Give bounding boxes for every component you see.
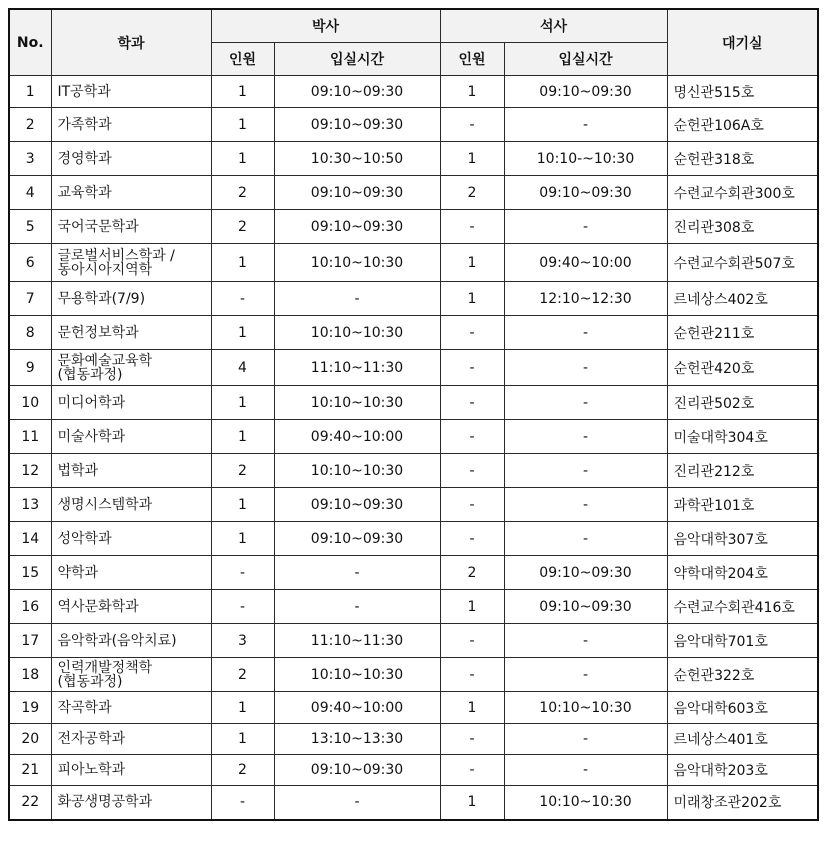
- cell-dept: [51, 244, 211, 282]
- cell-phd-time: -: [274, 282, 440, 316]
- table-row: [9, 142, 818, 176]
- table-row: [9, 488, 818, 522]
- cell-dept: [51, 556, 211, 590]
- dept-name-line: (협동과정): [57, 366, 123, 383]
- cell-no: 19: [9, 692, 51, 724]
- cell-phd-time: -: [274, 590, 440, 624]
- cell-masters-count: 1: [440, 76, 504, 108]
- cell-room: 진리관502호: [667, 386, 818, 420]
- cell-masters-time: -: [504, 316, 667, 350]
- header-masters: 석사: [440, 9, 667, 43]
- cell-dept: [51, 108, 211, 142]
- cell-dept: [51, 76, 211, 108]
- cell-phd-count: 1: [211, 386, 274, 420]
- cell-phd-count: -: [211, 590, 274, 624]
- cell-masters-count: -: [440, 658, 504, 692]
- cell-phd-time: 09:40~10:00: [274, 420, 440, 454]
- table-row: [9, 755, 818, 786]
- table-row: [9, 624, 818, 658]
- cell-dept: [51, 755, 211, 786]
- cell-room: 음악대학307호: [667, 522, 818, 556]
- header-phd-count: 인원: [211, 43, 274, 76]
- cell-room: 음악대학603호: [667, 692, 818, 724]
- dept-name-line: IT공학과: [57, 83, 111, 100]
- cell-masters-time: -: [504, 210, 667, 244]
- cell-phd-count: 1: [211, 142, 274, 176]
- cell-masters-count: -: [440, 755, 504, 786]
- cell-dept: [51, 420, 211, 454]
- cell-phd-count: 2: [211, 176, 274, 210]
- cell-room: 수련교수회관416호: [667, 590, 818, 624]
- cell-phd-count: 1: [211, 692, 274, 724]
- table-row: [9, 556, 818, 590]
- dept-name-line: 법학과: [57, 462, 99, 479]
- cell-masters-count: -: [440, 624, 504, 658]
- cell-phd-count: 2: [211, 658, 274, 692]
- cell-phd-time: 10:10~10:30: [274, 244, 440, 282]
- dept-name-line: 역사문화학과: [57, 598, 139, 615]
- cell-phd-time: 10:30~10:50: [274, 142, 440, 176]
- header-room: 대기실: [667, 9, 818, 76]
- cell-phd-time: 09:10~09:30: [274, 108, 440, 142]
- dept-name-line: 전자공학과: [57, 731, 126, 747]
- cell-no: 1: [9, 76, 51, 108]
- schedule-table-wrapper: [8, 8, 819, 821]
- table-row: [9, 108, 818, 142]
- cell-masters-count: -: [440, 724, 504, 755]
- cell-dept: [51, 210, 211, 244]
- table-row: [9, 244, 818, 282]
- dept-name-line: 경영학과: [57, 150, 112, 167]
- dept-name-line: 미술사학과: [57, 428, 126, 445]
- dept-name-line: 성악학과: [57, 530, 112, 547]
- cell-dept: [51, 142, 211, 176]
- cell-phd-time: 11:10~11:30: [274, 350, 440, 386]
- cell-masters-count: -: [440, 210, 504, 244]
- cell-dept: [51, 176, 211, 210]
- cell-dept: [51, 350, 211, 386]
- cell-room: 진리관308호: [667, 210, 818, 244]
- cell-room: 음악대학203호: [667, 755, 818, 786]
- cell-no: 10: [9, 386, 51, 420]
- cell-room: 약학대학204호: [667, 556, 818, 590]
- cell-dept: [51, 386, 211, 420]
- cell-phd-count: 4: [211, 350, 274, 386]
- cell-room: 르네상스402호: [667, 282, 818, 316]
- cell-masters-count: -: [440, 386, 504, 420]
- cell-phd-count: -: [211, 282, 274, 316]
- dept-name-line: 가족학과: [57, 116, 112, 133]
- cell-phd-count: 1: [211, 420, 274, 454]
- cell-no: 13: [9, 488, 51, 522]
- cell-masters-count: 1: [440, 244, 504, 282]
- cell-room: 음악대학701호: [667, 624, 818, 658]
- dept-name-line: 피아노학과: [57, 762, 126, 778]
- cell-no: 16: [9, 590, 51, 624]
- cell-masters-count: 1: [440, 282, 504, 316]
- table-row: [9, 590, 818, 624]
- dept-name-line: 글로벌서비스학과 /: [57, 247, 175, 264]
- cell-masters-time: -: [504, 724, 667, 755]
- cell-masters-time: 10:10~10:30: [504, 786, 667, 820]
- cell-phd-count: 2: [211, 210, 274, 244]
- cell-masters-time: -: [504, 522, 667, 556]
- cell-phd-time: 10:10~10:30: [274, 316, 440, 350]
- cell-no: 12: [9, 454, 51, 488]
- cell-room: 순헌관211호: [667, 316, 818, 350]
- cell-no: 9: [9, 350, 51, 386]
- dept-name-line: 동아시아지역학: [57, 261, 153, 278]
- cell-no: 14: [9, 522, 51, 556]
- cell-masters-count: -: [440, 420, 504, 454]
- dept-name-line: 미디어학과: [57, 394, 126, 411]
- cell-dept: [51, 724, 211, 755]
- cell-masters-count: 1: [440, 692, 504, 724]
- dept-name-line: 문화예술교육학: [57, 352, 153, 369]
- cell-dept: [51, 692, 211, 724]
- cell-phd-time: 09:10~09:30: [274, 176, 440, 210]
- cell-masters-count: 2: [440, 556, 504, 590]
- cell-no: 18: [9, 658, 51, 692]
- dept-name-line: 화공생명공학과: [57, 794, 153, 811]
- cell-masters-count: -: [440, 522, 504, 556]
- cell-phd-count: -: [211, 786, 274, 820]
- cell-masters-count: -: [440, 350, 504, 386]
- dept-name-line: 무용학과(7/9): [57, 290, 146, 307]
- cell-masters-time: -: [504, 658, 667, 692]
- cell-room: 진리관212호: [667, 454, 818, 488]
- cell-no: 2: [9, 108, 51, 142]
- table-body: [9, 76, 818, 820]
- cell-dept: [51, 488, 211, 522]
- cell-phd-time: 13:10~13:30: [274, 724, 440, 755]
- table-row: [9, 76, 818, 108]
- dept-name-line: 국어국문학과: [57, 218, 139, 235]
- table-row: [9, 724, 818, 755]
- cell-phd-count: 1: [211, 244, 274, 282]
- cell-dept: [51, 282, 211, 316]
- cell-masters-time: 09:10~09:30: [504, 76, 667, 108]
- cell-no: 8: [9, 316, 51, 350]
- cell-masters-time: -: [504, 755, 667, 786]
- cell-room: 미래창조관202호: [667, 786, 818, 820]
- cell-phd-time: 10:10~10:30: [274, 386, 440, 420]
- header-masters-count: 인원: [440, 43, 504, 76]
- cell-phd-count: 1: [211, 76, 274, 108]
- cell-room: 르네상스401호: [667, 724, 818, 755]
- cell-masters-time: 09:40~10:00: [504, 244, 667, 282]
- cell-masters-time: 09:10~09:30: [504, 176, 667, 210]
- cell-phd-count: 1: [211, 316, 274, 350]
- schedule-table: [8, 8, 819, 821]
- cell-phd-count: 3: [211, 624, 274, 658]
- cell-phd-count: 2: [211, 755, 274, 786]
- cell-masters-time: -: [504, 624, 667, 658]
- cell-room: 순헌관322호: [667, 658, 818, 692]
- cell-no: 20: [9, 724, 51, 755]
- table-row: [9, 692, 818, 724]
- dept-name-line: 문헌정보학과: [57, 324, 139, 341]
- table-row: [9, 316, 818, 350]
- cell-room: 순헌관318호: [667, 142, 818, 176]
- cell-phd-time: -: [274, 556, 440, 590]
- table-row: [9, 522, 818, 556]
- dept-name-line: 생명시스템학과: [57, 496, 153, 513]
- cell-masters-time: 09:10~09:30: [504, 590, 667, 624]
- cell-dept: [51, 454, 211, 488]
- cell-phd-time: 10:10~10:30: [274, 454, 440, 488]
- cell-dept: [51, 786, 211, 820]
- cell-no: 11: [9, 420, 51, 454]
- dept-name-line: 작곡학과: [57, 699, 112, 716]
- header-dept: 학과: [51, 9, 211, 76]
- cell-phd-time: 09:10~09:30: [274, 76, 440, 108]
- cell-masters-time: -: [504, 488, 667, 522]
- header-no: No.: [9, 9, 51, 76]
- header-masters-time: 입실시간: [504, 43, 667, 76]
- table-row: [9, 420, 818, 454]
- cell-masters-count: 2: [440, 176, 504, 210]
- cell-phd-time: 10:10~10:30: [274, 658, 440, 692]
- cell-no: 6: [9, 244, 51, 282]
- cell-no: 22: [9, 786, 51, 820]
- dept-name-line: 약학과: [57, 564, 99, 581]
- table-header: [9, 9, 818, 76]
- cell-room: 과학관101호: [667, 488, 818, 522]
- cell-room: 순헌관106A호: [667, 108, 818, 142]
- dept-name-line: 교육학과: [57, 184, 112, 201]
- cell-masters-time: -: [504, 420, 667, 454]
- cell-room: 미술대학304호: [667, 420, 818, 454]
- cell-room: 수련교수회관507호: [667, 244, 818, 282]
- cell-masters-count: 1: [440, 786, 504, 820]
- cell-dept: [51, 624, 211, 658]
- table-row: [9, 210, 818, 244]
- cell-no: 21: [9, 755, 51, 786]
- dept-name-line: (협동과정): [57, 673, 123, 690]
- cell-no: 5: [9, 210, 51, 244]
- header-phd-time: 입실시간: [274, 43, 440, 76]
- table-row: [9, 350, 818, 386]
- table-row: [9, 658, 818, 692]
- table-row: [9, 282, 818, 316]
- cell-dept: [51, 316, 211, 350]
- cell-masters-count: -: [440, 108, 504, 142]
- cell-masters-time: -: [504, 454, 667, 488]
- cell-phd-count: 1: [211, 488, 274, 522]
- cell-room: 명신관515호: [667, 76, 818, 108]
- cell-phd-count: 2: [211, 454, 274, 488]
- cell-dept: [51, 522, 211, 556]
- table-row: [9, 176, 818, 210]
- cell-phd-count: 1: [211, 108, 274, 142]
- cell-phd-time: 09:10~09:30: [274, 210, 440, 244]
- cell-no: 4: [9, 176, 51, 210]
- cell-phd-time: 11:10~11:30: [274, 624, 440, 658]
- cell-masters-count: 1: [440, 142, 504, 176]
- cell-phd-count: 1: [211, 522, 274, 556]
- cell-masters-time: 12:10~12:30: [504, 282, 667, 316]
- dept-name-line: 인력개발정책학: [57, 659, 153, 676]
- cell-masters-count: -: [440, 454, 504, 488]
- cell-dept: [51, 590, 211, 624]
- cell-dept: [51, 658, 211, 692]
- cell-masters-time: -: [504, 386, 667, 420]
- cell-phd-count: -: [211, 556, 274, 590]
- cell-masters-time: 10:10~10:30: [504, 692, 667, 724]
- cell-masters-time: 09:10~09:30: [504, 556, 667, 590]
- cell-room: 수련교수회관300호: [667, 176, 818, 210]
- cell-no: 7: [9, 282, 51, 316]
- table-row: [9, 386, 818, 420]
- cell-phd-time: 09:10~09:30: [274, 522, 440, 556]
- cell-masters-time: 10:10-~10:30: [504, 142, 667, 176]
- cell-phd-count: 1: [211, 724, 274, 755]
- cell-no: 3: [9, 142, 51, 176]
- cell-phd-time: 09:40~10:00: [274, 692, 440, 724]
- cell-no: 15: [9, 556, 51, 590]
- cell-masters-time: -: [504, 350, 667, 386]
- cell-masters-count: 1: [440, 590, 504, 624]
- cell-phd-time: -: [274, 786, 440, 820]
- cell-masters-time: -: [504, 108, 667, 142]
- table-row: [9, 786, 818, 820]
- table-row: [9, 454, 818, 488]
- dept-name-line: 음악학과(음악치료): [57, 632, 177, 649]
- cell-room: 순헌관420호: [667, 350, 818, 386]
- header-phd: 박사: [211, 9, 440, 43]
- cell-masters-count: -: [440, 316, 504, 350]
- cell-phd-time: 09:10~09:30: [274, 755, 440, 786]
- cell-masters-count: -: [440, 488, 504, 522]
- cell-no: 17: [9, 624, 51, 658]
- cell-phd-time: 09:10~09:30: [274, 488, 440, 522]
